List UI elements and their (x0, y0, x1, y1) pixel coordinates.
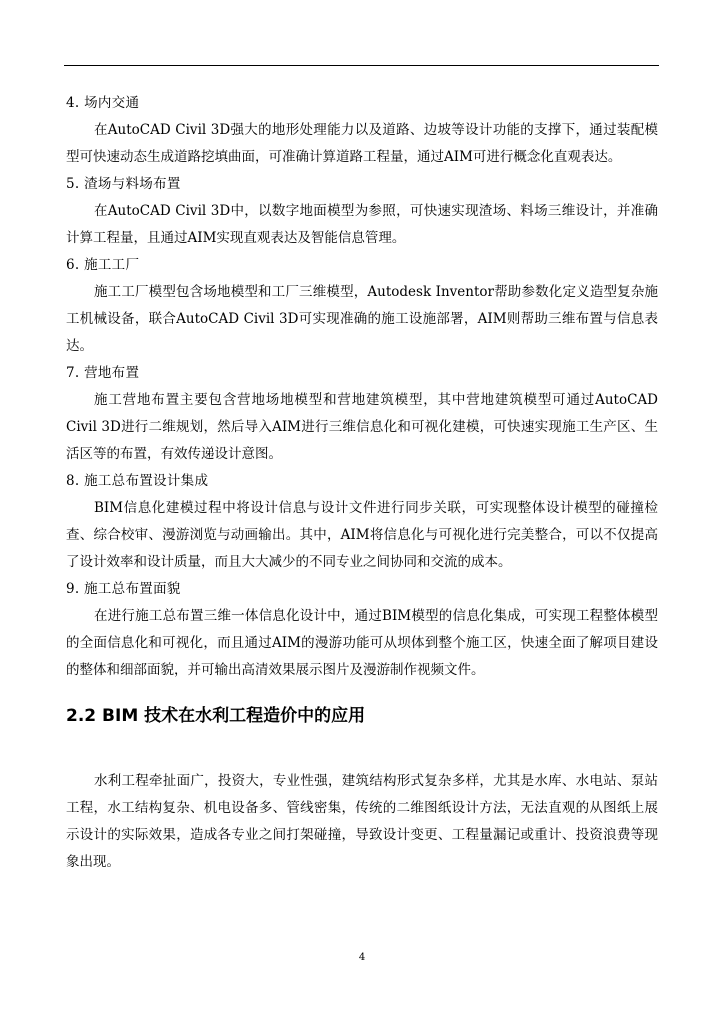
item-paragraph-7: 施工营地布置主要包含营地场地模型和营地建筑模型，其中营地建筑模型可通过AutoCAD Civil 3D进行二维规划，然后导入AIM进行三维信息化和可视化建模，可快速实现施工生产区、生活区等的布置，有效传递设计意图。 (66, 392, 658, 462)
item-paragraph-9: 在进行施工总布置三维一体信息化设计中，通过BIM模型的信息化集成，可实现工程整体模型的全面信息化和可视化，而且通过AIM的漫游功能可从坝体到整个施工区，快速全面了解项目建设的整体和细部面貌，并可输出高清效果展示图片及漫游制作视频文件。 (66, 608, 658, 678)
page-number: 4 (358, 952, 366, 963)
item-paragraph-4: 在AutoCAD Civil 3D强大的地形处理能力以及道路、边坡等设计功能的支撑下，通过装配模型可快速动态生成道路挖填曲面，可准确计算道路工程量，通过AIM可进行概念化直观表达。 (66, 122, 658, 165)
page-body (66, 90, 658, 876)
item-heading-5: 5. 渣场与料场布置 (66, 176, 181, 192)
item-heading-7: 7. 营地布置 (66, 365, 140, 381)
item-paragraph-6: 施工工厂模型包含场地模型和工厂三维模型，Autodesk Inventor帮助参数化定义造型复杂施工机械设备，联合AutoCAD Civil 3D可实现准确的施工设施部署，AIM则帮助三维布置与信息表达。 (66, 284, 658, 354)
item-paragraph-5: 在AutoCAD Civil 3D中，以数字地面模型为参照，可快速实现渣场、料场三维设计，并准确计算工程量，且通过AIM实现直观表达及智能信息管理。 (66, 203, 658, 246)
item-heading-4: 4. 场内交通 (66, 95, 140, 111)
section-paragraph: 水利工程牵扯面广，投资大，专业性强，建筑结构形式复杂多样，尤其是水库、水电站、泵站工程，水工结构复杂、机电设备多、管线密集，传统的二维图纸设计方法，无法直观的从图纸上展示设计的实际效果，造成各专业之间打架碰撞，导致设计变更、工程量漏记或重计、投资浪费等现象出现。 (66, 773, 658, 870)
item-paragraph-8: BIM信息化建模过程中将设计信息与设计文件进行同步关联，可实现整体设计模型的碰撞检查、综合校审、漫游浏览与动画输出。其中，AIM将信息化与可视化进行完美整合，可以不仅提高了设计效率和设计质量，而且大大减少的不同专业之间协同和交流的成本。 (66, 500, 658, 570)
item-heading-8: 8. 施工总布置设计集成 (66, 473, 209, 489)
section-heading: 2.2 BIM 技术在水利工程造价中的应用 (66, 706, 366, 726)
item-heading-9: 9. 施工总布置面貌 (66, 581, 181, 597)
item-heading-6: 6. 施工工厂 (66, 257, 140, 273)
header-rule (64, 65, 659, 66)
